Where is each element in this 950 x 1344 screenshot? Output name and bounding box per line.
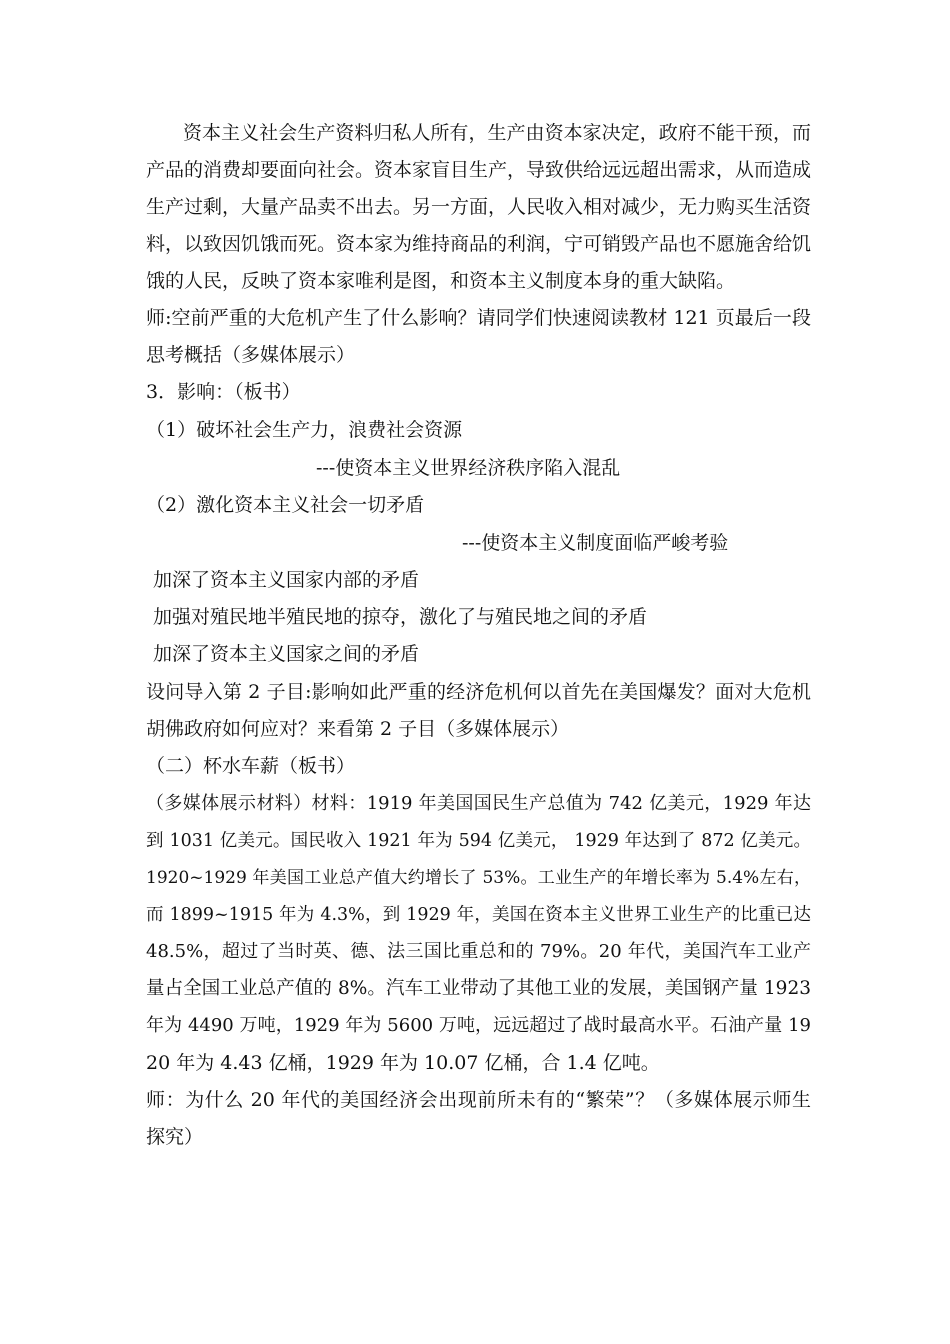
lead-in-line: 胡佛政府如何应对？来看第 2 子目（多媒体展示）	[146, 718, 570, 740]
section-heading: （二）杯水车薪（板书）	[146, 755, 356, 777]
sub-point: 加深了资本主义国家内部的矛盾	[153, 569, 420, 591]
material-line: 1920~1929 年美国工业总产值大约增长了 53%。工业生产的年增长率为 5.4%左右，	[146, 868, 811, 888]
paragraph-line: 资本主义社会生产资料归私人所有，生产由资本家决定，政府不能干预，而	[183, 122, 811, 144]
teacher-question-line: 思考概括（多媒体展示）	[146, 344, 356, 366]
paragraph-line: 饿的人民，反映了资本家唯利是图，和资本主义制度本身的重大缺陷。	[146, 270, 736, 292]
lead-in-line: 设问导入第 2 子目:影响如此严重的经济危机何以首先在美国爆发？面对大危机	[146, 681, 811, 703]
point-item: （2）激化资本主义社会一切矛盾	[146, 494, 425, 516]
sub-point: 加强对殖民地半殖民地的掠夺，激化了与殖民地之间的矛盾	[153, 606, 648, 628]
teacher-question-line: 探究）	[146, 1126, 204, 1148]
paragraph-line: 产品的消费却要面向社会。资本家盲目生产，导致供给远远超出需求，从而造成	[146, 159, 812, 181]
paragraph-line: 料，以致因饥饿而死。资本家为维持商品的利润，宁可销毁产品也不愿施舍给饥	[146, 233, 812, 255]
sub-point: 加深了资本主义国家之间的矛盾	[153, 643, 420, 665]
section-heading: 3．影响：（板书）	[146, 381, 301, 403]
point-result: ---使资本主义世界经济秩序陷入混乱	[316, 457, 621, 479]
teacher-question-line: 师：为什么 20 年代的美国经济会出现前所未有的“繁荣”？（多媒体展示师生	[146, 1089, 811, 1111]
teacher-question-line: 师:空前严重的大危机产生了什么影响？请同学们快速阅读教材 121 页最后一段	[146, 307, 811, 329]
point-result: ---使资本主义制度面临严峻考验	[462, 532, 729, 554]
material-line: （多媒体展示材料）材料：1919 年美国国民生产总值为 742 亿美元，1929 年达	[146, 793, 811, 814]
material-line: 20 年为 4.43 亿桶，1929 年为 10.07 亿桶，合 1.4 亿吨。	[146, 1052, 660, 1074]
material-line: 到 1031 亿美元。国民收入 1921 年为 594 亿美元， 1929 年达到了 872 亿美元。	[146, 831, 811, 851]
material-line: 年为 4490 万吨，1929 年为 5600 万吨，远远超过了战时最高水平。石油产量 19	[146, 1015, 811, 1036]
material-line: 量占全国工业总产值的 8%。汽车工业带动了其他工业的发展，美国钢产量 1923	[146, 978, 811, 999]
material-line: 而 1899~1915 年为 4.3%，到 1929 年，美国在资本主义世界工业生产的比重已达	[146, 905, 811, 925]
material-line: 48.5%，超过了当时英、德、法三国比重总和的 79%。20 年代，美国汽车工业产	[146, 941, 811, 962]
point-item: （1）破坏社会生产力，浪费社会资源	[146, 419, 463, 441]
paragraph-line: 生产过剩，大量产品卖不出去。另一方面，人民收入相对减少，无力购买生活资	[146, 196, 812, 218]
